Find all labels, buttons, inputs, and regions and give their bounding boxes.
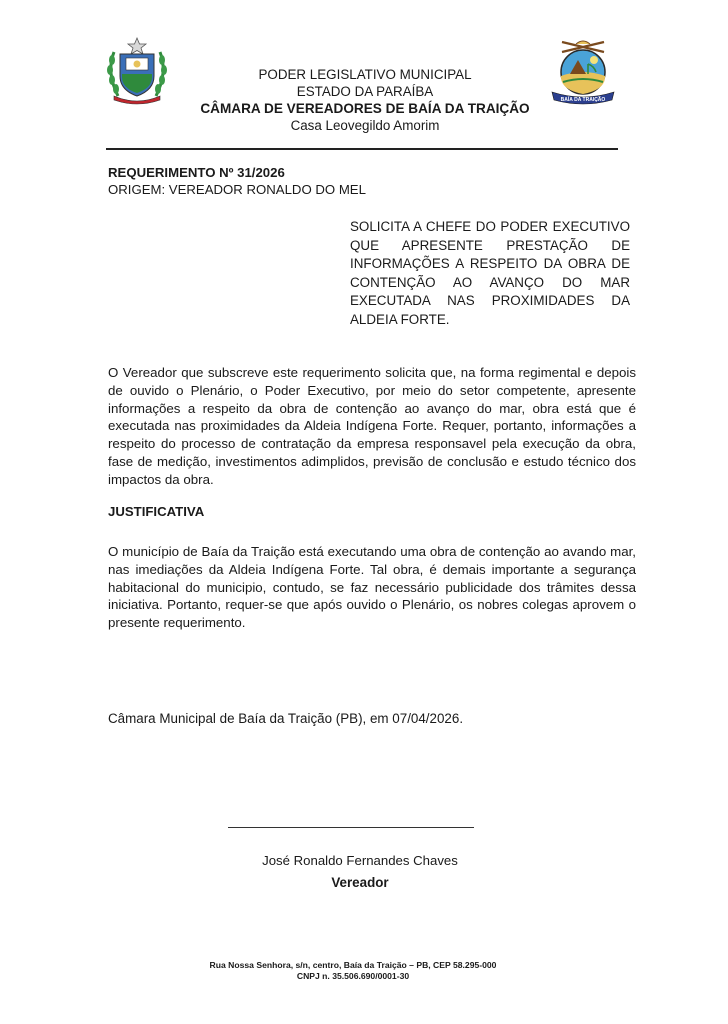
document-footer	[120, 960, 586, 982]
emblem-caption: BAÍA DA TRAIÇÃO	[560, 97, 606, 103]
municipal-emblem-icon	[548, 38, 618, 106]
justification-heading: JUSTIFICATIVA	[108, 504, 205, 519]
header-legislative-power: PODER LEGISLATIVO MUNICIPAL	[258, 67, 472, 82]
signature-line	[228, 827, 474, 828]
body-paragraph-justification: O município de Baía da Traição está executando uma obra de contenção ao avando mar, nas imediações da Aldeia Indígena Forte. Tal obra, é demais importante a segurança habitacional do municipio, contudo, se faz necessário publicidade dos trâmites dessa iniciativa. Portanto, requer-se que após ouvido o Plenário, os nobres colegas aprovem o presente requerimento.	[108, 544, 636, 631]
footer-cnpj: CNPJ n. 35.506.690/0001-30	[296, 971, 410, 981]
header-house-name: Casa Leovegildo Amorim	[290, 118, 440, 133]
body-paragraph-request: O Vereador que subscreve este requerimento solicita que, na forma regimental e depois de ouvido o Plenário, o Poder Executivo, por meio do setor competente, apresente informações a respeito da obra de contenção ao avanço do mar, obra está que é executada nas proximidades da Aldeia Indígena Forte. Requer, portanto, informações a respeito do processo de contratação da empresa responsavel pela execução da obra, fase de medição, investimentos adimplidos, previsão de conclusão e estudo técnico dos impactos da obra.	[108, 365, 636, 487]
requerimento-origin: ORIGEM: VEREADOR RONALDO DO MEL	[108, 182, 366, 197]
paraiba-coat-of-arms-icon	[104, 36, 170, 106]
requerimento-title: REQUERIMENTO Nº 31/2026	[108, 165, 285, 180]
header-divider	[106, 148, 618, 150]
request-summary: SOLICITA A CHEFE DO PODER EXECUTIVO QUE APRESENTE PRESTAÇÃO DE INFORMAÇÕES A RESPEITO DA OBRA DE CONTENÇÃO AO AVANÇO DO MAR EXECUTADA NAS PROXIMIDADES DA ALDEIA FORTE.	[350, 219, 630, 327]
place-and-date: Câmara Municipal de Baía da Traição (PB), em 07/04/2026.	[108, 711, 464, 726]
header-chamber-name: CÂMARA DE VEREADORES DE BAÍA DA TRAIÇÃO	[200, 101, 530, 116]
signatory-name: José Ronaldo Fernandes Chaves	[262, 853, 458, 868]
signatory-role: Vereador	[331, 875, 389, 890]
footer-address: Rua Nossa Senhora, s/n, centro, Baía da Traição – PB, CEP 58.295-000	[209, 960, 497, 970]
document-header	[170, 66, 560, 134]
header-state: ESTADO DA PARAÍBA	[296, 84, 434, 99]
